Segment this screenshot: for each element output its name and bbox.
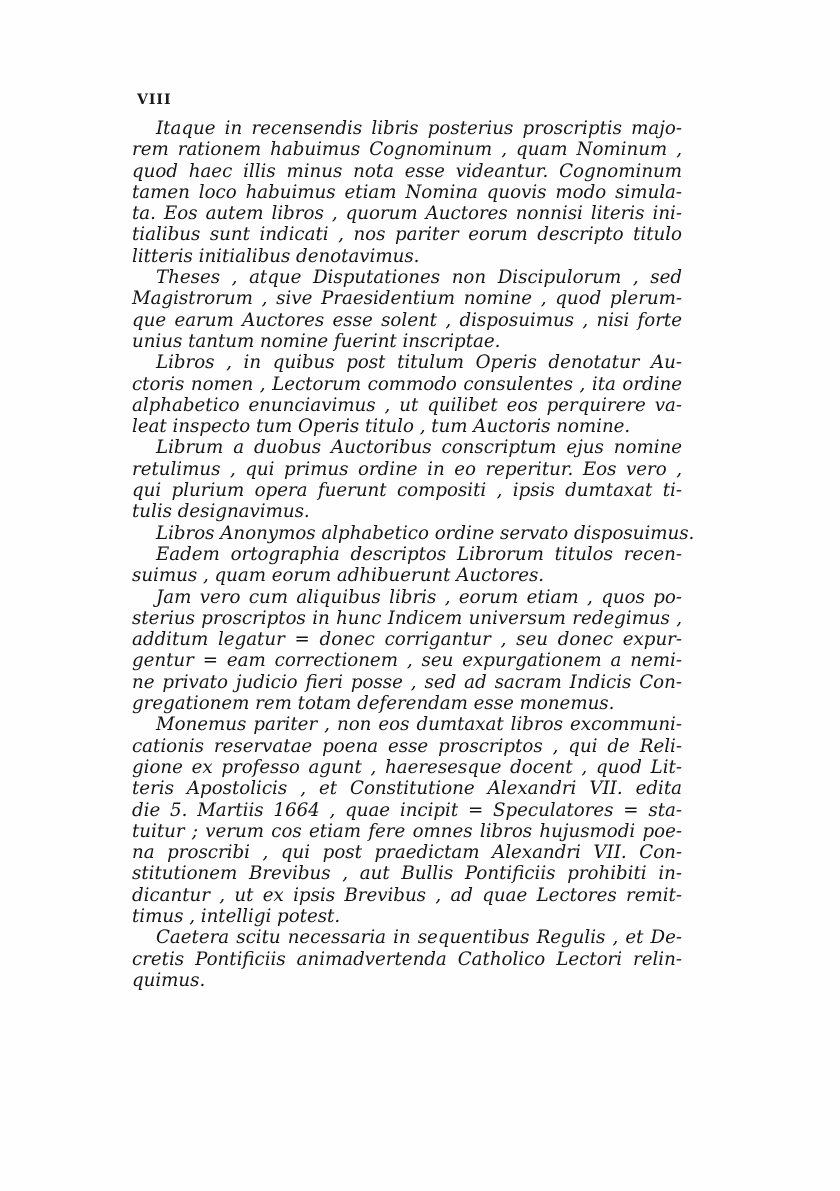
text-line: tulis designavimus. <box>132 501 310 523</box>
text-line: dicantur , ut ex ipsis Brevibus , ad quae Lectores remit- <box>132 884 682 906</box>
text-line: stitutionem Brevibus , aut Bullis Pontificiis prohibiti in- <box>132 863 682 885</box>
paragraph <box>132 927 682 991</box>
text-line: alphabetico enunciavimus , ut quilibet eos perquirere va- <box>132 394 682 416</box>
paragraph <box>132 437 682 522</box>
text-line: litteris initialibus denotavimus. <box>132 245 420 267</box>
text-line: teris Apostolicis , et Constitutione Alexandri VII. edita <box>132 778 682 800</box>
text-line: quimus. <box>132 969 206 991</box>
text-line: sterius proscriptos in hunc Indicem universum redegimus , <box>132 607 682 629</box>
body-text <box>132 118 695 991</box>
text-line: tuitur ; verum cos etiam fere omnes libros hujusmodi poe- <box>132 820 682 842</box>
text-line: gione ex professo agunt , haeresesque docent , quod Lit- <box>132 756 682 778</box>
text-line: cationis reservatae poena esse proscriptos , qui de Reli- <box>132 735 682 757</box>
text-line: cretis Pontificiis animadvertenda Catholico Lectori relin- <box>132 948 682 970</box>
text-line: Libros Anonymos alphabetico ordine servato disposuimus. <box>156 522 695 544</box>
text-line: Theses , atque Disputationes non Discipulorum , sed <box>156 267 682 289</box>
paragraph <box>132 714 682 927</box>
text-line: ctoris nomen , Lectorum commodo consulentes , ita ordine <box>132 373 682 395</box>
text-line: die 5. Martiis 1664 , quae incipit = Speculatores = sta- <box>132 799 682 821</box>
text-line: ta. Eos autem libros , quorum Auctores nonnisi literis ini- <box>132 203 682 225</box>
text-line: tamen loco habuimus etiam Nomina quovis modo simula- <box>132 181 682 203</box>
text-line: suimus , quam eorum adhibuerunt Auctores. <box>132 565 545 587</box>
text-line: na proscribi , qui post praedictam Alexandri VII. Con- <box>132 842 682 864</box>
paragraph <box>132 544 682 587</box>
text-line: Itaque in recensendis libris posterius proscriptis majo- <box>156 118 682 139</box>
paragraph <box>132 587 682 715</box>
text-line: quod haec illis minus nota esse videantur. Cognominum <box>132 160 682 182</box>
text-line: retulimus , qui primus ordine in eo reperitur. Eos vero , <box>132 458 682 480</box>
paragraph <box>132 118 682 267</box>
text-line: gregationem rem totam deferendam esse monemus. <box>132 693 615 715</box>
text-line: Libros , in quibus post titulum Operis denotatur Au- <box>156 352 682 374</box>
paragraph <box>132 522 695 544</box>
text-line: que earum Auctores esse solent , disposuimus , nisi forte <box>132 309 682 331</box>
text-line: Jam vero cum aliquibus libris , eorum etiam , quos po- <box>156 586 682 608</box>
text-line: ne privato judicio fieri posse , sed ad sacram Indicis Con- <box>132 671 682 693</box>
text-line: Eadem ortographia descriptos Librorum titulos recen- <box>156 543 682 565</box>
text-line: gentur = eam correctionem , seu expurgationem a nemi- <box>132 650 682 672</box>
text-line: tialibus sunt indicati , nos pariter eorum descripto titulo <box>132 224 682 246</box>
text-line: Caetera scitu necessaria in sequentibus Regulis , et De- <box>156 927 682 949</box>
paragraph <box>132 352 682 437</box>
text-line: Librum a duobus Auctoribus conscriptum ejus nomine <box>156 437 682 459</box>
text-line: rem rationem habuimus Cognominum , quam Nominum , <box>132 139 682 161</box>
text-line: timus , intelligi potest. <box>132 905 341 927</box>
text-line: additum legatur = donec corrigantur , seu donec expur- <box>132 629 682 651</box>
text-line: unius tantum nomine fuerint inscriptae. <box>132 330 501 352</box>
text-line: qui plurium opera fuerunt compositi , ipsis dumtaxat ti- <box>132 480 682 502</box>
paragraph <box>132 267 682 352</box>
text-line: leat inspecto tum Operis titulo , tum Auctoris nomine. <box>132 416 631 438</box>
text-line: Monemus pariter , non eos dumtaxat libros excommuni- <box>156 714 682 736</box>
text-line: Magistrorum , sive Praesidentium nomine , quod plerum- <box>132 288 682 310</box>
page-number: VIII <box>137 92 172 108</box>
